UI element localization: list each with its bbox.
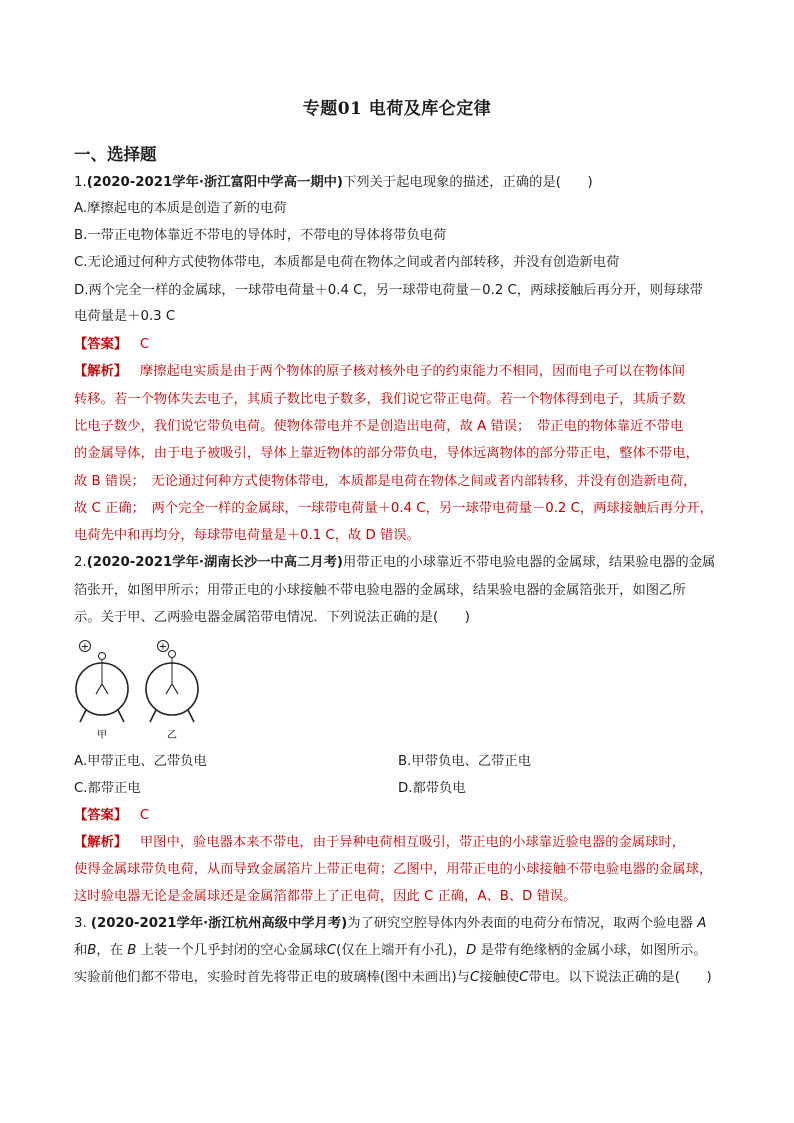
leaf-b-right [172,684,178,694]
q2-stem: 用带正电的小球靠近不带电验电器的金属球，结果验电器的金属 [343,555,716,570]
q1-option-d: D.两个完全一样的金属球，一球带电荷量＋0.4 C，另一球带电荷量－0.2 C，两球接触后再分开，则每球带 [74,283,703,298]
metal-ball-a [99,653,106,660]
section-heading: 一、选择题 [74,145,157,164]
q3-text: 是带有绝缘柄的金属小球，如图所示。 [480,943,707,958]
q1-analysis-line: 的金属导体，由于电子被吸引，导体上靠近物体的部分带负电，导体远离物体的部分带正电，整体不带电， [74,446,699,461]
q1-option-d-cont: 电荷量是＋0.3 C [74,309,176,324]
q1-option-b: B.一带正电物体靠近不带电的导体时，不带电的导体将带负电荷 [74,228,447,243]
q1-analysis-label: 【解析】 [74,364,128,379]
q3-text: 和 [74,943,88,958]
q1-analysis-text: 摩擦起电实质是由于两个物体的原子核对核外电子的约束能力不相同，因而电子可以在物体间 [139,364,686,379]
q2-answer: C [139,808,150,823]
q1-option-c: C.无论通过何种方式使物体带电，本质都是电荷在物体之间或者内部转移，并没有创造新电荷 [74,255,620,270]
q1-analysis-line: 故 B 错误； 无论通过何种方式使物体带电，本质都是电荷在物体之间或者内部转移，并没有创造新电荷， [74,474,697,489]
q2-option-c: C.都带正电 [74,781,141,796]
q3-var-a: A [697,916,707,931]
electroscope-figure [72,632,212,742]
plus-sign-a: + [80,641,90,653]
q2-stem-line: 示。关于甲、乙两验电器金属箔带电情况．下列说法正确的是( ) [74,610,470,625]
q3-var-c: C [519,970,529,985]
q2-number: 2. [74,555,87,570]
q2-option-b: B.甲带负电、乙带正电 [398,754,532,769]
q3-var-d: D [466,943,477,958]
q2-stem-line [74,552,715,574]
figure-label-b: 乙 [167,730,177,741]
q1-analysis-line: 转移。若一个物体失去电子，其质子数比电子数多，我们说它带正电荷。若一个物体得到电子，其质子数 [74,392,686,407]
q1-stem-line [74,172,593,194]
q1-analysis-line [74,361,685,383]
q2-analysis-text: 甲图中，验电器本来不带电，由于异种电荷相互吸引，带正电的小球靠近验电器的金属球时， [139,835,686,850]
q1-source: (2020-2021学年·浙江富阳中学高一期中) [86,175,343,190]
q2-option-d: D.都带负电 [398,781,466,796]
q3-stem-line [74,967,712,989]
q3-text: 实验前他们都不带电，实验时首先将带正电的玻璃棒(图中未画出)与 [74,970,470,985]
q3-var-b: B [127,943,137,958]
q2-stem-line: 箔张开，如图甲所示；用带正电的小球接触不带电验电器的金属球，结果验电器的金属箔张开，如图乙所 [74,583,686,598]
q3-var-c: C [469,970,480,985]
q2-analysis-line [74,832,685,854]
q3-stem-line [74,940,707,962]
q2-answer-line [74,805,149,827]
electroscope-b [146,641,198,742]
leaf-a-right [102,684,108,694]
q3-text: 上装一个几乎封闭的空心金属球 [140,943,327,958]
q3-text: (仅在上端开有小孔)， [336,943,467,958]
plus-sign-b: + [158,641,168,653]
q1-analysis-line: 故 C 正确； 两个完全一样的金属球，一球带电荷量＋0.4 C，另一球带电荷量－0.2 C，两球接触后再分开， [74,501,713,516]
q3-var-b: B [87,943,97,958]
q1-analysis-line: 比电子数少，我们说它带负电荷。使物体带电并不是创造出电荷，故 A 错误； 带正电的物体靠近不带电 [74,419,684,434]
electroscope-a [76,641,128,742]
page-title: 专题01 电荷及库仑定律 [302,99,492,119]
q1-answer-label: 【答案】 [74,337,128,352]
q1-number: 1. [74,175,87,190]
q3-var-c: C [326,943,337,958]
q2-source: (2020-2021学年·湖南长沙一中高二月考) [86,555,343,570]
figure-label-a: 甲 [97,730,107,741]
leaf-a-left [96,684,102,694]
q3-source: (2020-2021学年·浙江杭州高级中学月考) [90,916,348,931]
q1-option-a: A.摩擦起电的本质是创造了新的电荷 [74,201,287,216]
q2-analysis-line: 这时验电器无论是金属球还是金属箔都带上了正电荷，因此 C 正确，A、B、D 错误。 [74,889,577,904]
q2-answer-label: 【答案】 [74,808,128,823]
q1-analysis-line: 电荷先中和再均分，每球带电荷量是＋0.1 C，故 D 错误。 [74,528,420,543]
q3-text: ，在 [96,943,124,958]
q1-stem: 下列关于起电现象的描述，正确的是( ) [343,175,593,190]
q1-answer-line [74,334,149,356]
q3-number: 3. [74,916,87,931]
q3-text: 带电。以下说法正确的是( ) [528,970,712,985]
q2-analysis-label: 【解析】 [74,835,128,850]
q2-option-a: A.甲带正电、乙带负电 [74,754,207,769]
q3-stem-line [74,913,706,935]
q2-analysis-line: 使得金属球带负电荷，从而导致金属箔片上带正电荷；乙图中，用带正电的小球接触不带电验电器的金属球， [74,862,713,877]
q3-text: 接触使 [479,970,520,985]
q1-answer: C [139,337,150,352]
leaf-b-left [166,684,172,694]
metal-ball-b [169,651,176,658]
q3-text: 为了研究空腔导体内外表面的电荷分布情况，取两个验电器 [347,916,693,931]
